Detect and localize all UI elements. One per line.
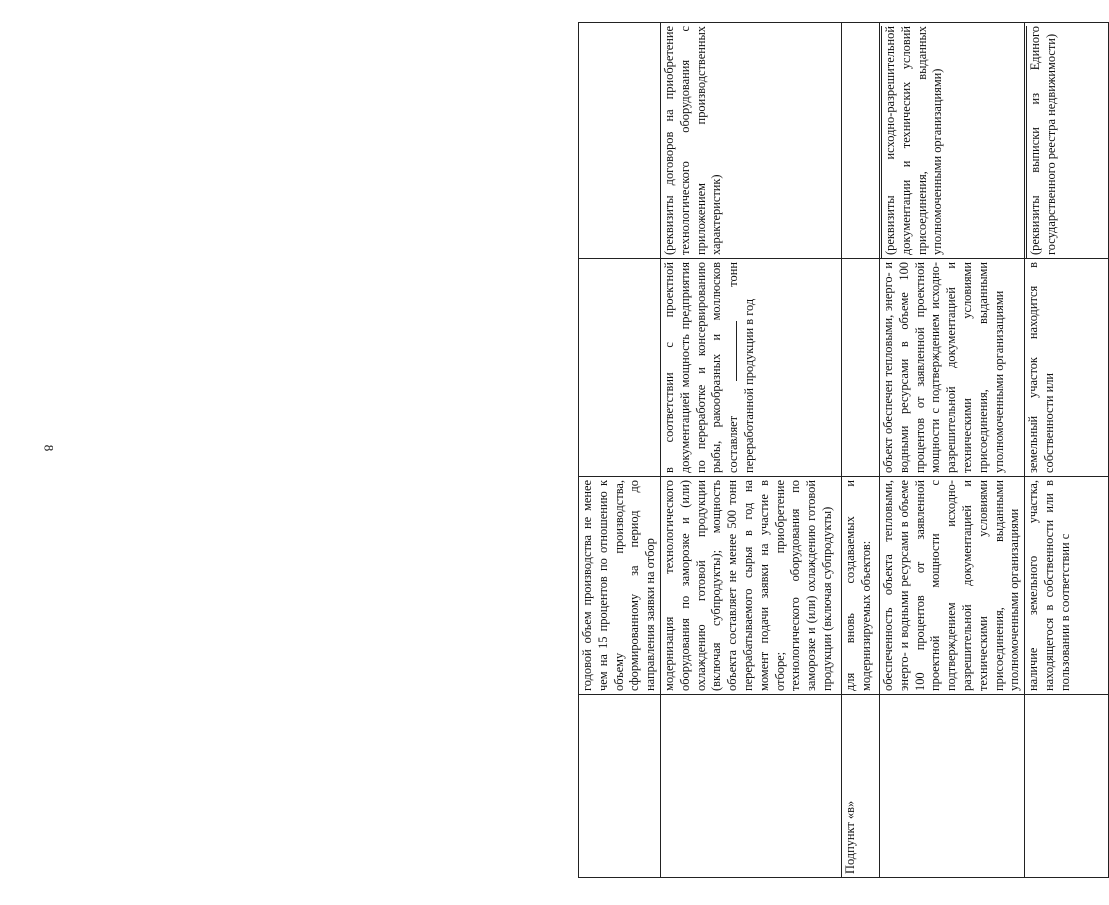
table-cell bbox=[579, 259, 661, 477]
table-cell bbox=[660, 259, 841, 477]
capacity-text: в соответствии с проектной документацией мощность предприятия по переработке и консервированию рыбы, ракообразных и моллюсков составляет bbox=[661, 262, 741, 473]
table-row bbox=[841, 23, 879, 878]
table-cell bbox=[841, 259, 879, 477]
boxed-text: (реквизиты исходно-разрешительной документации и технических условий присоединения, выданных уполномоченными организациями) bbox=[881, 26, 946, 258]
table-cell bbox=[579, 23, 661, 259]
table-cell: наличие земельного участка, находящегося в собственности или в пользовании в соответствии с bbox=[1025, 477, 1109, 695]
table-row bbox=[660, 23, 841, 878]
table-cell bbox=[841, 23, 879, 259]
table-cell: годовой объем производства не менее чем на 15 процентов по отношению к объему производства, сформированному за период до направления заявки на отбор bbox=[579, 477, 661, 695]
table-cell: обеспеченность объекта тепловыми, энерго- и водными ресурсами в объеме 100 процентов от заявленной проектной мощности с подтверждением исходно-разрешительной документацией и техническими условиями присоединения, выданными уполномоченными организациями bbox=[879, 477, 1024, 695]
capacity-text-tail: переработанной продукции в год bbox=[741, 298, 756, 473]
table-cell bbox=[579, 695, 661, 878]
boxed-text: (реквизиты выписки из Единого государственного реестра недвижимости) bbox=[1026, 26, 1060, 258]
table-cell bbox=[660, 695, 841, 878]
table-cell: объект обеспечен тепловыми, энерго- и водными ресурсами в объеме 100 процентов от заявленной проектной мощности с подтверждением исходно-разрешительной документацией и техническими условиями присоединения, выданными уполномоченными организациями bbox=[879, 259, 1024, 477]
rotated-page bbox=[578, 23, 1088, 878]
table-cell: (реквизиты договоров на приобретение технологического оборудования с приложением производственных характеристик) bbox=[660, 23, 841, 259]
capacity-blank bbox=[725, 321, 737, 381]
table-row bbox=[579, 23, 661, 878]
page-number: 8 bbox=[41, 444, 57, 452]
table-cell: земельный участок находится в собственности или bbox=[1025, 259, 1109, 477]
table-cell: Подпункт «в» bbox=[841, 695, 879, 878]
table-cell bbox=[1025, 23, 1109, 259]
table-row bbox=[1025, 23, 1109, 878]
table-cell: для вновь создаваемых и модернизируемых объектов: bbox=[841, 477, 879, 695]
table-cell bbox=[1025, 695, 1109, 878]
table-row bbox=[879, 23, 1024, 878]
requirements-table bbox=[578, 22, 1109, 878]
capacity-unit: тонн bbox=[726, 262, 741, 287]
table-cell bbox=[879, 695, 1024, 878]
table-cell: модернизация технологического оборудования по заморозке и (или) охлаждению готовой продукции (включая субпродукты); мощность объекта составляет не менее 500 тонн перерабатываемого сырья в год на момент подачи заявки на участие в отборе; приобретение технологического оборудования по заморозке и (или) охлаждению готовой продукции (включая субпродукты) bbox=[660, 477, 841, 695]
table-cell bbox=[879, 23, 1024, 259]
